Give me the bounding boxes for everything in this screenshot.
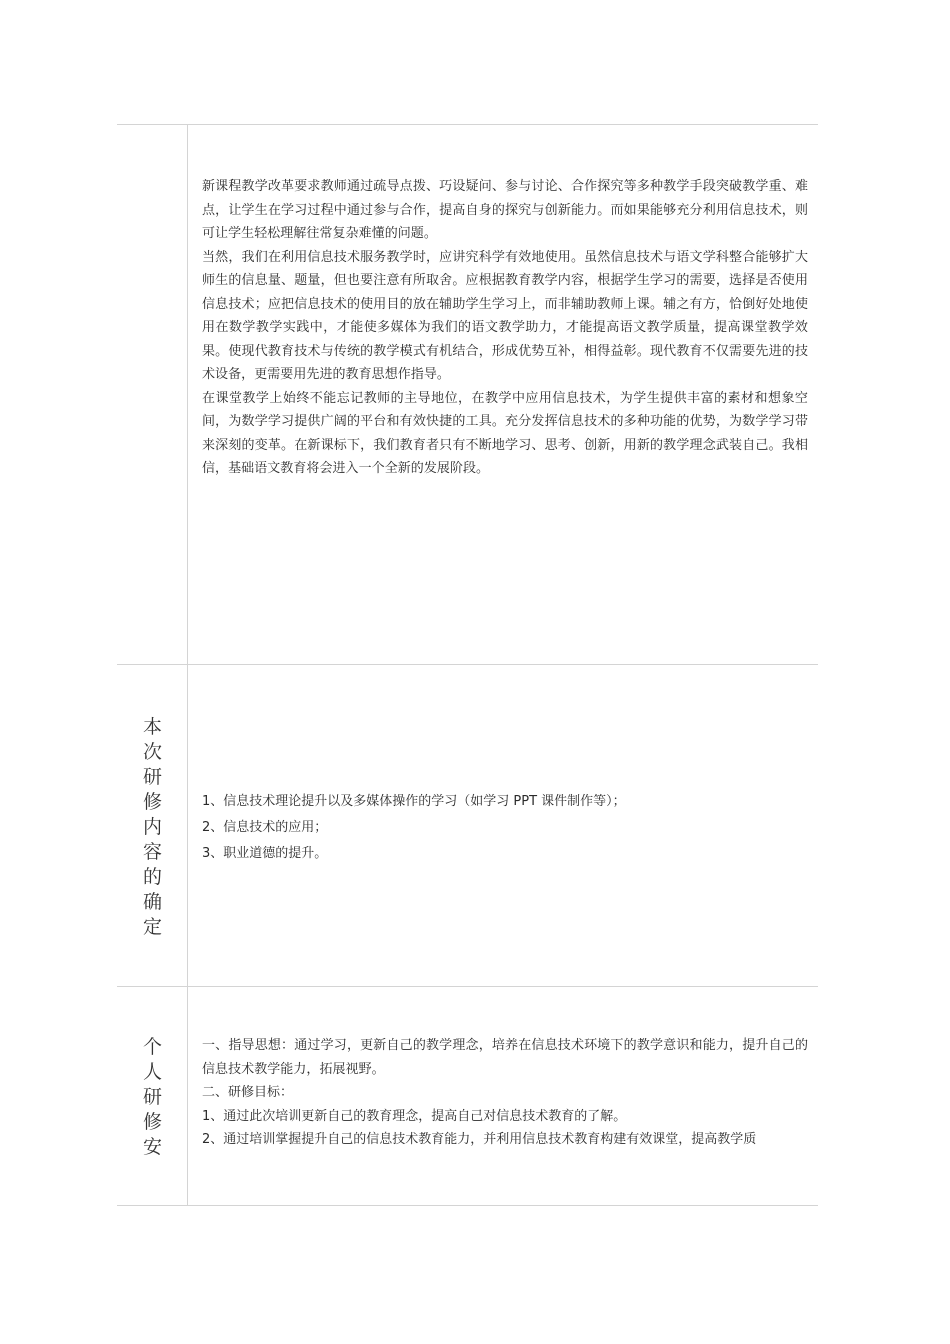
table-row-content-determination [117,664,818,986]
list-item: 一、指导思想：通过学习，更新自己的教学理念，培养在信息技术环境下的教学意识和能力，提升自己的信息技术教学能力，拓展视野。 [202,1038,808,1077]
row-label-cell [117,665,188,986]
label-char: 个 [142,1036,162,1058]
label-char: 修 [142,1111,162,1133]
label-char: 研 [142,1086,162,1108]
list-item: 3、职业道德的提升。 [202,846,328,861]
plan-table [117,124,818,1206]
paragraph: 在课堂教学上始终不能忘记教师的主导地位，在教学中应用信息技术，为学生提供丰富的素材和想象空间，为数学学习提供广阔的平台和有效快捷的工具。充分发挥信息技术的多种功能的优势，为数学学习带来深刻的变革。在新课标下，我们教育者只有不断地学习、思考、创新，用新的教学理念武装自己。我相信，基础语文教育将会进入一个全新的发展阶段。 [202,390,808,476]
table-row-personal-plan [117,986,818,1206]
label-char: 安 [142,1136,162,1158]
label-char: 本 [142,716,162,738]
label-char: 定 [142,916,162,938]
list-item: 1、信息技术理论提升以及多媒体操作的学习（如学习 PPT 课件制作等）； [202,794,626,809]
paragraph: 新课程教学改革要求教师通过疏导点拨、巧设疑问、参与讨论、合作探究等多种教学手段突破教学重、难点，让学生在学习过程中通过参与合作，提高自身的探究与创新能力。而如果能够充分利用信息技术，则可让学生轻松理解往常复杂难懂的问题。 [202,179,808,241]
label-char: 修 [142,791,162,813]
list-item: 2、信息技术的应用； [202,820,328,835]
label-char: 内 [142,816,162,838]
row-content-cell [202,175,808,481]
row-label-cell [117,125,188,664]
label-char: 确 [142,891,162,913]
list-item: 1、通过此次培训更新自己的教育理念，提高自己对信息技术教育的了解。 [202,1108,627,1124]
label-char: 研 [142,766,162,788]
label-char: 容 [142,841,162,863]
label-char: 的 [142,866,162,888]
vertical-row-label [117,715,188,940]
vertical-row-label [117,1035,188,1160]
row-content-cell [202,1034,808,1152]
paragraph: 当然，我们在利用信息技术服务教学时，应讲究科学有效地使用。虽然信息技术与语文学科整合能够扩大师生的信息量、题量，但也要注意有所取舍。应根据教育教学内容，根据学生学习的需要，选择是否使用信息技术；应把信息技术的使用目的放在辅助学生学习上，而非辅助教师上课。辅之有方，恰倒好处地使用在数学教学实践中，才能使多媒体为我们的语文教学助力，才能提高语文教学质量，提高课堂教学效果。使现代教育技术与传统的教学模式有机结合，形成优势互补，相得益彰。现代教育不仅需要先进的技术设备，更需要用先进的教育思想作指导。 [202,249,808,382]
list-item: 2、通过培训掌握提升自己的信息技术教育能力，并利用信息技术教育构建有效课堂，提高教学质 [202,1132,757,1147]
row-label-cell [117,987,188,1206]
table-row-reflection [117,125,818,664]
label-char: 人 [142,1061,162,1083]
row-content-cell [202,789,808,867]
list-item: 二、研修目标： [202,1085,294,1100]
label-char: 次 [142,741,162,763]
